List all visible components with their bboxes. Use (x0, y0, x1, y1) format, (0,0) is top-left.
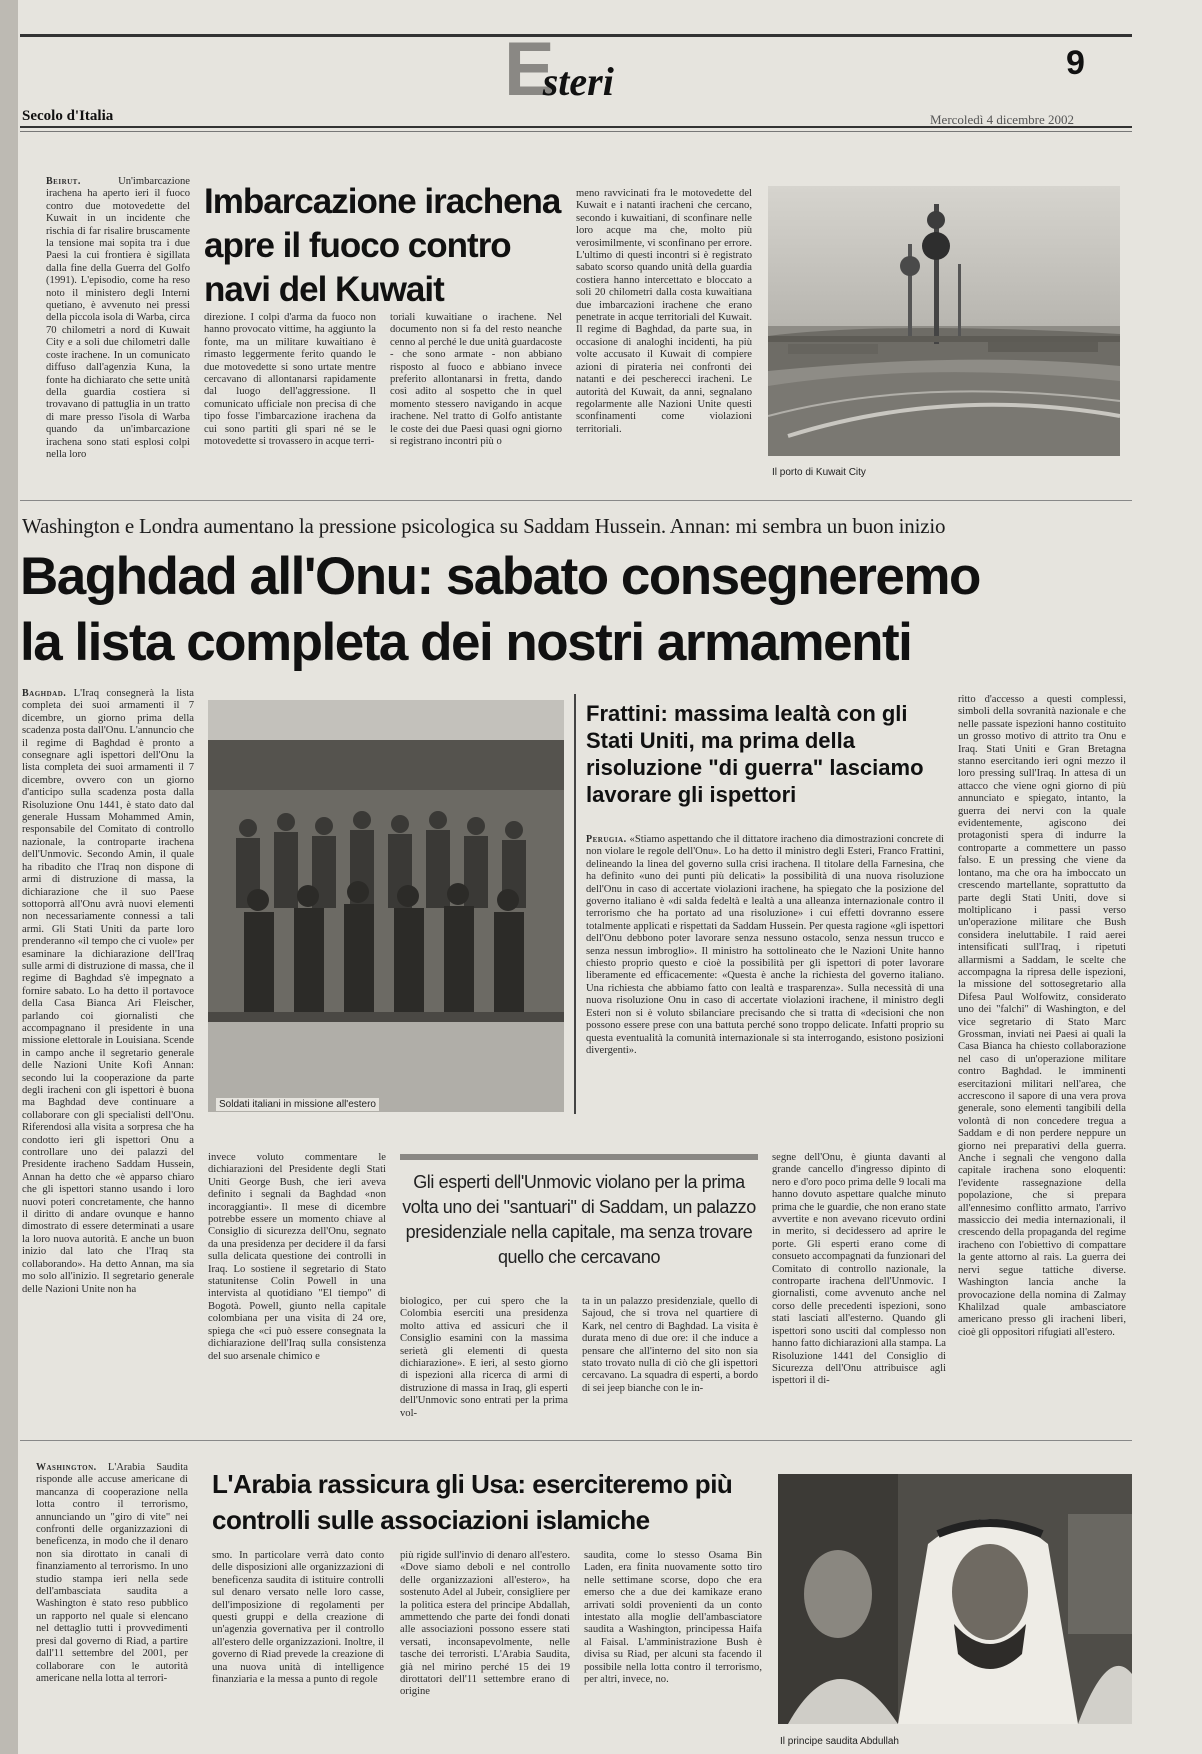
abdullah-photo-caption: Il principe saudita Abdullah (780, 1736, 899, 1747)
section-initial: E (504, 27, 555, 112)
main-overline: Washington e Londra aumentano la pressione psicologica su Saddam Hussein. Annan: mi sembra un buon inizio (22, 514, 946, 538)
unmovic-inset-text: Gli esperti dell'Unmovic violano per la prima volta uno dei "santuari" di Saddam, un palazzo presidenziale nella capitale, ma senza trovare quello che cercavano (402, 1172, 756, 1267)
abdullah-image (778, 1474, 1132, 1724)
article3-col1-text: L'Arabia Saudita risponde alle accuse americane di mancanza di cooperazione nella lotta contro il terrorismo, annunciando un "giro di vite" nei confronti delle organizzazioni di beneficenza, in modo che il denaro non sia dirottato in canali di finanziamento al terrorismo. In uno studio stampa ieri nella sede dell'ambasciata saudita a Washington è stato reso pubblico un rapporto nel quale si elencano nel dettaglio tutti i provvedimenti presi dal governo di Riad, a partire dall'11 settembre del 2001, per collaborare con le autorità americane nella lotta al terrori- (36, 1462, 188, 1684)
section-title (504, 27, 626, 112)
main-dateline: Baghdad. (22, 688, 67, 699)
article3-col1 (36, 1462, 188, 1730)
article3-col3: più rigide sull'invio di denaro all'estero. «Dove siamo deboli e nel controllo delle organizzazioni all'estero», ha sostenuto Adel al Jubeir, consigliere per la politica estera del principe Abdallah, ammettendo che parte dei fondi donati alle associazioni possono essere stati versati, inconsapevolmente, nelle tasche dei terroristi. L'Arabia Saudita, già nel mirino perché 15 dei 19 dirottatori dell'11 settembre erano di origine (400, 1550, 570, 1698)
page-number: 9 (1066, 44, 1085, 82)
main-col4: ta in un palazzo presidenziale, quello di Sajoud, che si trova nel quartiere di Kark, nel centro di Baghdad. La visita è durata meno di due ore: il che induce a pensare che all'interno del sito non sia stato trovato nulla di ciò che gli ispettori cercavano. La squadra di esperti, a bordo di sei jeep bianche con le in- (582, 1296, 758, 1394)
page-edge (0, 0, 18, 1754)
frattini-title: Frattini: massima lealtà con gli Stati Uniti, ma prima della risoluzione "di guerra" lasciamo lavorare gli ispettori (586, 701, 924, 807)
soldiers-photo (208, 700, 564, 1112)
abdullah-photo (778, 1474, 1132, 1724)
main-col2: invece voluto commentare le dichiarazioni del Presidente degli Stati Uniti George Bush, che ieri aveva definito i segnali da Baghdad «non incoraggianti». Il mese di dicembre potrebbe essere un momento chiave al Consiglio di sicurezza dell'Onu, segnato da una presidenza per decidere il da farsi sulla delicata questione dei controlli in Iraq. Lo sostiene il segretario di Stato statunitense Colin Powell in una intervista al quotidiano "El tiempo" di Bogotà. Powell, giunto nella capitale colombiana per una visita di 24 ore, spiega che «ci può essere consegnata la dichiarazione dell'Iraq sulla consistenza del suo arsenale chimico e (208, 1152, 386, 1362)
soldiers-photo-caption: Soldati italiani in missione all'estero (216, 1098, 379, 1111)
article1-dateline: Beirut. (46, 176, 81, 187)
main-col6: ritto d'accesso a questi complessi, simboli della sovranità nazionale e che nelle passate ispezioni hanno costituito un grosso motivo di attrito tra Onu e Iraq. Stati Uniti e Gran Bretagna stanno esercitando ieri ogni mezzo il loro pressing sull'Iraq. In attesa di un attacco che viene ogni giorno di più annunciato e spiegato, intanto, la guerra dei nervi con la quale evidentemente, agiscono dei protagonisti spera di indurre la controparte a commettere un passo falso. E un pressing che viene da lontano, ma che ora ha imboccato un crescendo martellante, soprattutto da parte degli Stati Uniti, dove si moltiplicano i passi verso un'operazione militare che Bush considera ineluttabile. I raid aerei intensificati sull'Iraq, i ripetuti allarmismi a Saddam, le scelte che accompagna la ripresa delle ispezioni, la missione del sottosegretario alla Difesa Paul Wolfowitz, considerato uno dei "falchi" di Washington, e del vice segretario di Stato Marc Grossman, inviati nei Paesi ai quali la Casa Bianca ha chiesto collaborazione nel caso di un'operazione militare contro Baghdad. le imminenti esercitazioni militari nell'area, che accrescono il sapore di una vera prova generale, sono elementi tangibili della volontà di non concedere tregua a Saddam e di non perdere neppure un giorno nei preparativi della guerra. Anche i segnali che vengono dalla capitale irachena sono eloquenti: l'evidente rassegnazione della popolazione, che si prepara all'ennesimo conflitto armato, l'arrivo massiccio dei media internazionali, il crescendo della propaganda del regime iracheno con l'obiettivo di compattare la gente attorno al raìs. La guerra dei nervi segue tattiche diverse. Washington lancia anche la provocazione della nomina di Zalmay Khalilzad quale ambasciatore americano presso gli iracheni liberi, cioè gli oppositori rifugiati all'estero. (958, 694, 1126, 1338)
kuwait-towers-image (768, 186, 1120, 456)
frattini-body: «Stiamo aspettando che il dittatore iracheno dia dimostrazioni concrete di non violare le regole dell'Onu». Lo ha detto il ministro degli Esteri, Franco Frattini, delineando la linea del governo sulla crisi irachena. Il titolare della Farnesina, che ha definito «uno dei punti più delicati» la possibilità di una nuova risoluzione dell'Onu in caso di accertate violazioni irachene, ha spiegato che la posizione del governo italiano è «di salda fedeltà e lealtà a una alleanza internazionale contro il terrorismo che ha portato ad una risoluzione» i cui effetti dovranno essere totalmente applicati e rispettati da Saddam Hussein. Per questa ragione «gli ispettori dell'Onu debbono poter lavorare senza nessuno ostacolo, senza nessun trucco e senza nessun imbroglio». Il ministro ha sottolineato che le Nazioni Unite hanno chiesto proprio questo e cioè la possibilità per gli ispettori di poter lavorare liberamente ed efficacemente: «Questa è anche la richiesta del governo italiano. Una richiesta che abbiamo fatto con lealtà e trasparenza». Sulla necessità di una nuova risoluzione Onu in caso di accertate violazioni irachene, il ministro degli Esteri non si è voluto sbilanciare precisando che si tratta di «decisioni che non possono essere prese con una battuta perché sono troppo delicate. Infatti proprio su questa eventualità la comunità internazionale si sta interrogando, esistono posizioni divergenti». (586, 834, 944, 1056)
main-col1-text: L'Iraq consegnerà la lista completa dei suoi armamenti il 7 dicembre, un giorno prima della scadenza posta dall'Onu. L'annuncio che il regime di Baghdad è pronto a consegnare agli ispettori dell'Onu la lista completa dei suoi armamenti il 7 dicembre, ovvero con un giorno d'anticipo sulla scadenza posta dalla Risoluzione Onu 1441, è stato dato dal generale Hussam Mohammed Amin, responsabile del Comitato di controllo nazionale, la controparte irachena dell'Unmovic. Secondo Amin, il quale ha ribadito che l'Iraq non dispone di armi di distruzione di massa, la dichiarazione che il suo Paese sottoporrà all'Onu avrà nuovi elementi non necessariamente connessi a tali armi. Gli Stati Uniti da parte loro prenderanno «il tempo che ci vuole» per esaminare la dichiarazione dell'Iraq sulle armi di distruzione di massa, che il regime di Baghdad s'è impegnato a fornire sabato. Lo ha detto il portavoce della Casa Bianca Ari Fleischer, parlando coi giornalisti che accompagnano il presidente in una missione elettorale in Louisiana. Scende in campo anche il segretario generale delle Nazioni Unite Kofi Annan: secondo lui la cooperazione da parte degli iracheni con gli ispettori è buona ma Baghdad deve continuare a collaborare con gli specialisti dell'Onu. Riferendosi alla visita a sorpresa che ha condotto ieri gli ispettori Onu a controllare uno dei palazzi del Presidente iracheno Saddam Hussein, Annan ha detto che «è apparso chiaro che gli ispettori stanno usando i loro nuovi poteri concretamente, che hanno il diritto di andare ovunque e hanno dimostrato di essere determinati a usare la loro nuova autorità. E anche un buon inizio dal lato che l'Iraq sta collaborando». Ha detto Annan, ma sia mo solo all'inizio. Il segretario generale delle Nazioni Unite non ha (22, 688, 194, 1295)
article1-col2: direzione. I colpi d'arma da fuoco non hanno provocato vittime, ha aggiunto la fonte, ma un militare kuwaitiano è rimasto leggermente ferito quando le due motovedette si sono urtate mentre cercavano di allontanarsi rapidamente dal luogo dell'aggressione. Il comunicato ufficiale non precisa di che tipo fosse l'imbarcazione irachena da cui sono partiti gli spari né se le motovedette si trovassero in acque terri- (204, 312, 376, 448)
article1-title: Imbarcazione irachena apre il fuoco contro navi del Kuwait (204, 182, 561, 309)
paper-name: Secolo d'Italia (22, 108, 114, 124)
article1-col3: toriali kuwaitiane o irachene. Nel documento non si fa del resto neanche cenno al perché le due unità guardacoste - che sono armate - non abbiano risposto al fuoco e abbiano invece preferito allontanarsi in fretta, dando così adito al sospetto che in quel momento stessero navigando in acque irachene. Nel tratto di Golfo antistante le coste dei due Paesi quasi ogni giorno si registrano incontri più o (390, 312, 562, 448)
main-headline-line1: Baghdad all'Onu: sabato consegneremo (20, 547, 980, 606)
section-rest: steri (542, 59, 614, 104)
kuwait-port-photo (768, 186, 1120, 456)
issue-date: Mercoledì 4 dicembre 2002 (930, 112, 1075, 127)
separator-rule-2 (20, 1440, 1132, 1441)
article3-dateline: Washington. (36, 1462, 97, 1473)
main-col5: segne dell'Onu, è giunta davanti al grande cancello d'ingresso dipinto di nero e d'oro poco prima delle 9 locali ma hanno dovuto aspettare qualche minuto prima che le guardie, che non erano state avvertite e non avevano ricevuto ordini in merito, si decidessero ad aprire le porte. Gli esperti erano come di consueto accompagnati da funzionari del Comitato di controllo nazionale, la controparte irachena dell'Unmovic. I giornalisti, come avvenuto anche nel corso delle precedenti ispezioni, sono stati lasciati all'esterno. Quando gli ispettori sono usciti dal complesso non hanno fatto dichiarazioni alla stampa. La Risoluzione 1441 del Consiglio di Sicurezza dell'Onu attribuisce agli ispettori il di- (772, 1152, 946, 1387)
main-headline-line2: la lista completa dei nostri armamenti (20, 613, 912, 672)
article3-col2: smo. In particolare verrà dato conto delle disposizioni alle organizzazioni di beneficenza saudita di istituire controlli sul denaro versato nelle loro casse, dell'imposizione di regolamenti per questi gruppi e della creazione di un'agenzia governativa per il controllo all'estero delle organizzazioni. Inoltre, il governo di Riad prevede la creazione di una nuova unità di intelligence finanziaria e la messa a punto di regole (212, 1550, 384, 1686)
unmovic-inset (400, 1154, 758, 1284)
soldiers-image (208, 700, 564, 1112)
masthead-thin-rule (20, 131, 1132, 132)
article1-col4: meno ravvicinati fra le motovedette del Kuwait e i natanti iracheni che cercano, secondo i kuwaitiani, di sconfinare nelle loro acque ma che, molto più verosimilmente, vi sconfinano per errore. L'ultimo di questi incontri si è registrato sabato scorso quando unità della guardia costiera hanno intercettato e bloccato a soli 20 chilometri dalla costa kuwaitiana due imbarcazioni irachene che erano penetrate in acque territoriali del Kuwait. Il regime di Baghdad, da parte sua, in occasione di analoghi incidenti, ha più volte accusato il Kuwait di compiere azioni di pirateria nei confronti dei natanti e dei pescherecci iracheni. Le autorità del Kuwait, da anni, segnalano regolarmente alle Nazioni Unite questi sconfinamenti come violazioni territoriali. (576, 188, 752, 435)
main-col3: biologico, per cui spero che la Colombia eserciti una presidenza molto attiva ed assicuri che il Consiglio esamini con la massima serietà gli elementi di questa dichiarazione». E ieri, al sesto giorno di ispezioni alla ricerca di armi di distruzione di massa in Iraq, gli esperti dell'Unmovic sono entrati per la prima vol- (400, 1296, 568, 1419)
article1-col1-text: Un'imbarcazione irachena ha aperto ieri il fuoco contro due motovedette del Kuwait in un incidente che rischia di far risalire bruscamente la tensione mai sopita tra i due Paesi la cui frontiera è sigillata dalla fine della Guerra del Golfo (1991). L'episodio, come ha reso noto il ministero degli Interni quetiano, è avvenuto nei pressi della piccola isola di Warba, circa 70 chilometri a nord di Kuwait City e a soli due chilometri dalle coste irachene. In un comunicato diffuso dall'agenzia Kuna, la fonte ha dichiarato che sette unità della guardia costiera si trovavano di pattuglia in un tratto di mare presso l'isola di Warba quando da un'imbarcazione irachena sono stati esplosi colpi nella loro (46, 176, 190, 460)
article1-col1 (46, 176, 190, 474)
separator-rule-1 (20, 500, 1132, 501)
frattini-text (586, 834, 944, 1110)
article3-title: L'Arabia rassicura gli Usa: eserciteremo più controlli sulle associazioni islamiche (212, 1469, 733, 1535)
kuwait-photo-caption: Il porto di Kuwait City (772, 467, 866, 478)
frattini-dateline: Perugia. (586, 834, 627, 845)
frattini-box (574, 694, 946, 1114)
article3-col4: saudita, come lo stesso Osama Bin Laden, era finita nuovamente sotto tiro nelle settimane scorse, dopo che era emerso che a due dei kamikaze erano arrivati soldi provenienti da un conto intestato alla moglie dell'ambasciatore saudita a Washington, principessa Haifa al Faisal. L'amministrazione Bush è divisa su Riad, per alcuni sta facendo il possibile nella lotta contro il terrorismo, per altri, invece, no. (584, 1550, 762, 1686)
main-col1 (22, 688, 194, 1428)
